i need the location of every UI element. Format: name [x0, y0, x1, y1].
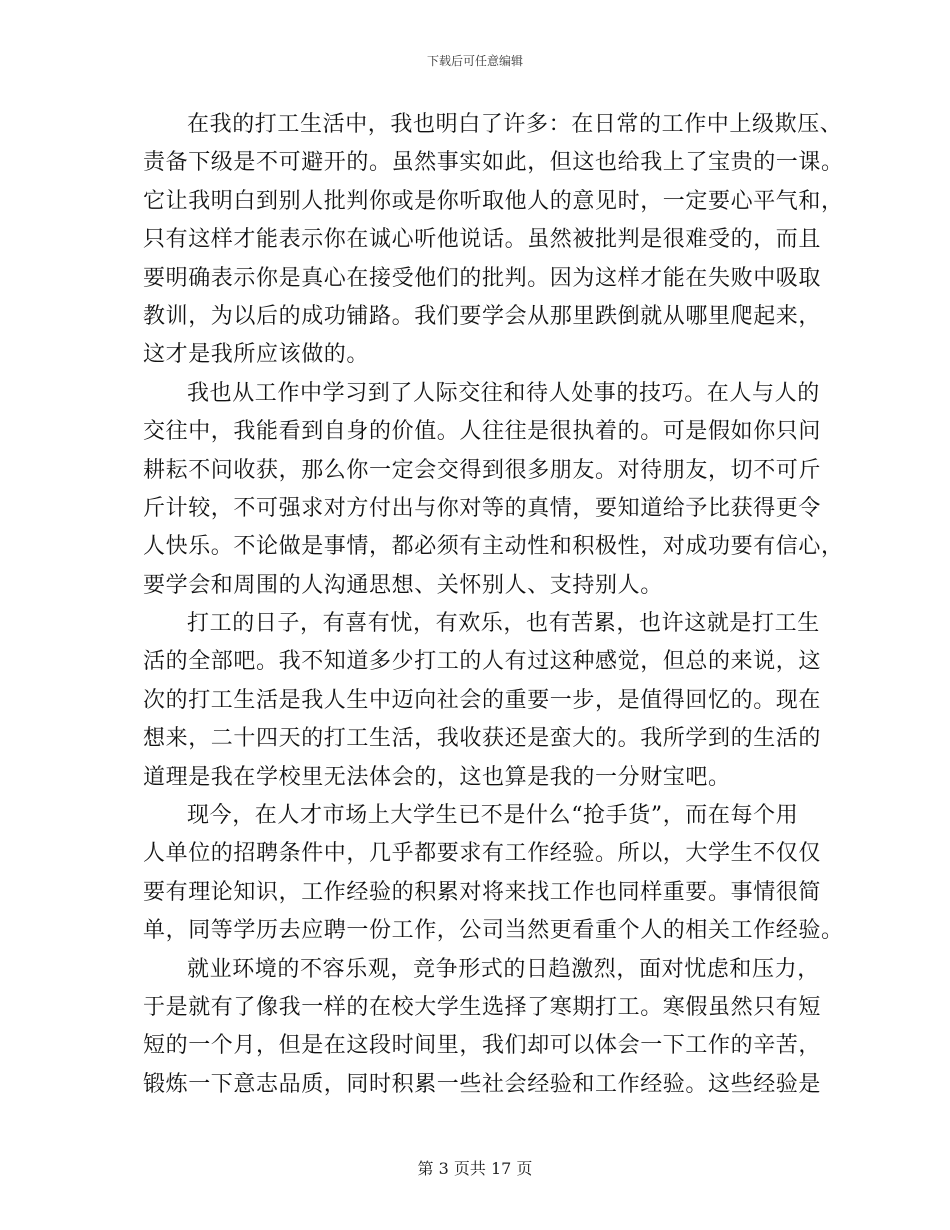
text-line: 教训，为以后的成功铺路。我们要学会从那里跌倒就从哪里爬起来， [143, 303, 822, 329]
text-line: 要学会和周围的人沟通思想、关怀别人、支持别人。 [143, 572, 663, 598]
text-line: 活的全部吧。我不知道多少打工的人有过这种感觉，但总的来说，这 [143, 649, 822, 675]
text-line: 锻炼一下意志品质，同时积累一些社会经验和工作经验。这些经验是 [143, 1071, 822, 1097]
text-line: 打工的日子，有喜有忧，有欢乐，也有苦累，也许这就是打工生 [187, 611, 820, 637]
text-line: 只有这样才能表示你在诚心听他说话。虽然被批判是很难受的，而且 [143, 227, 822, 253]
text-line: 想来，二十四天的打工生活，我收获还是蛮大的。我所学到的生活的 [143, 726, 822, 752]
text-line: 现今，在人才市场上大学生已不是什么“抢手货”，而在每个用 [187, 803, 799, 829]
text-line: 斤计较，不可强求对方付出与你对等的真情，要知道给予比获得更令 [143, 495, 822, 521]
text-line: 我也从工作中学习到了人际交往和待人处事的技巧。在人与人的 [187, 380, 820, 406]
page-number: 第 3 页共 17 页 [417, 1159, 533, 1178]
text-line: 在我的打工生活中，我也明白了许多：在日常的工作中上级欺压、 [187, 112, 843, 137]
text-line: 责备下级是不可避开的。虽然事实如此，但这也给我上了宝贵的一课。 [143, 150, 844, 176]
text-line: 要有理论知识，工作经验的积累对将来找工作也同样重要。事情很简 [143, 879, 822, 905]
text-line: 道理是我在学校里无法体会的，这也算是我的一分财宝吧。 [143, 764, 731, 790]
text-line: 要明确表示你是真心在接受他们的批判。因为这样才能在失败中吸取 [143, 265, 822, 291]
text-line: 就业环境的不容乐观，竞争形式的日趋激烈，面对忧虑和压力， [187, 956, 820, 982]
text-line: 次的打工生活是我人生中迈向社会的重要一步，是值得回忆的。现在 [143, 687, 822, 713]
document-body [143, 106, 844, 1104]
text-line: 耕耘不问收获，那么你一定会交得到很多朋友。对待朋友，切不可斤 [143, 457, 822, 483]
page-header: 下载后可任意编辑 [426, 54, 523, 68]
text-line: 人单位的招聘条件中，几乎都要求有工作经验。所以，大学生不仅仅 [143, 841, 822, 867]
text-line: 于是就有了像我一样的在校大学生选择了寒期打工。寒假虽然只有短 [143, 994, 822, 1020]
text-line: 它让我明白到别人批判你或是你听取他人的意见时，一定要心平气和， [143, 188, 844, 214]
text-line: 这才是我所应该做的。 [143, 342, 370, 368]
text-line: 单，同等学历去应聘一份工作，公司当然更看重个人的相关工作经验。 [143, 918, 844, 944]
text-line: 交往中，我能看到自身的价值。人往往是很执着的。可是假如你只问 [143, 419, 822, 445]
text-line: 短的一个月，但是在这段时间里，我们却可以体会一下工作的辛苦， [143, 1033, 822, 1059]
text-line: 人快乐。不论做是事情，都必须有主动性和积极性，对成功要有信心， [143, 534, 844, 560]
